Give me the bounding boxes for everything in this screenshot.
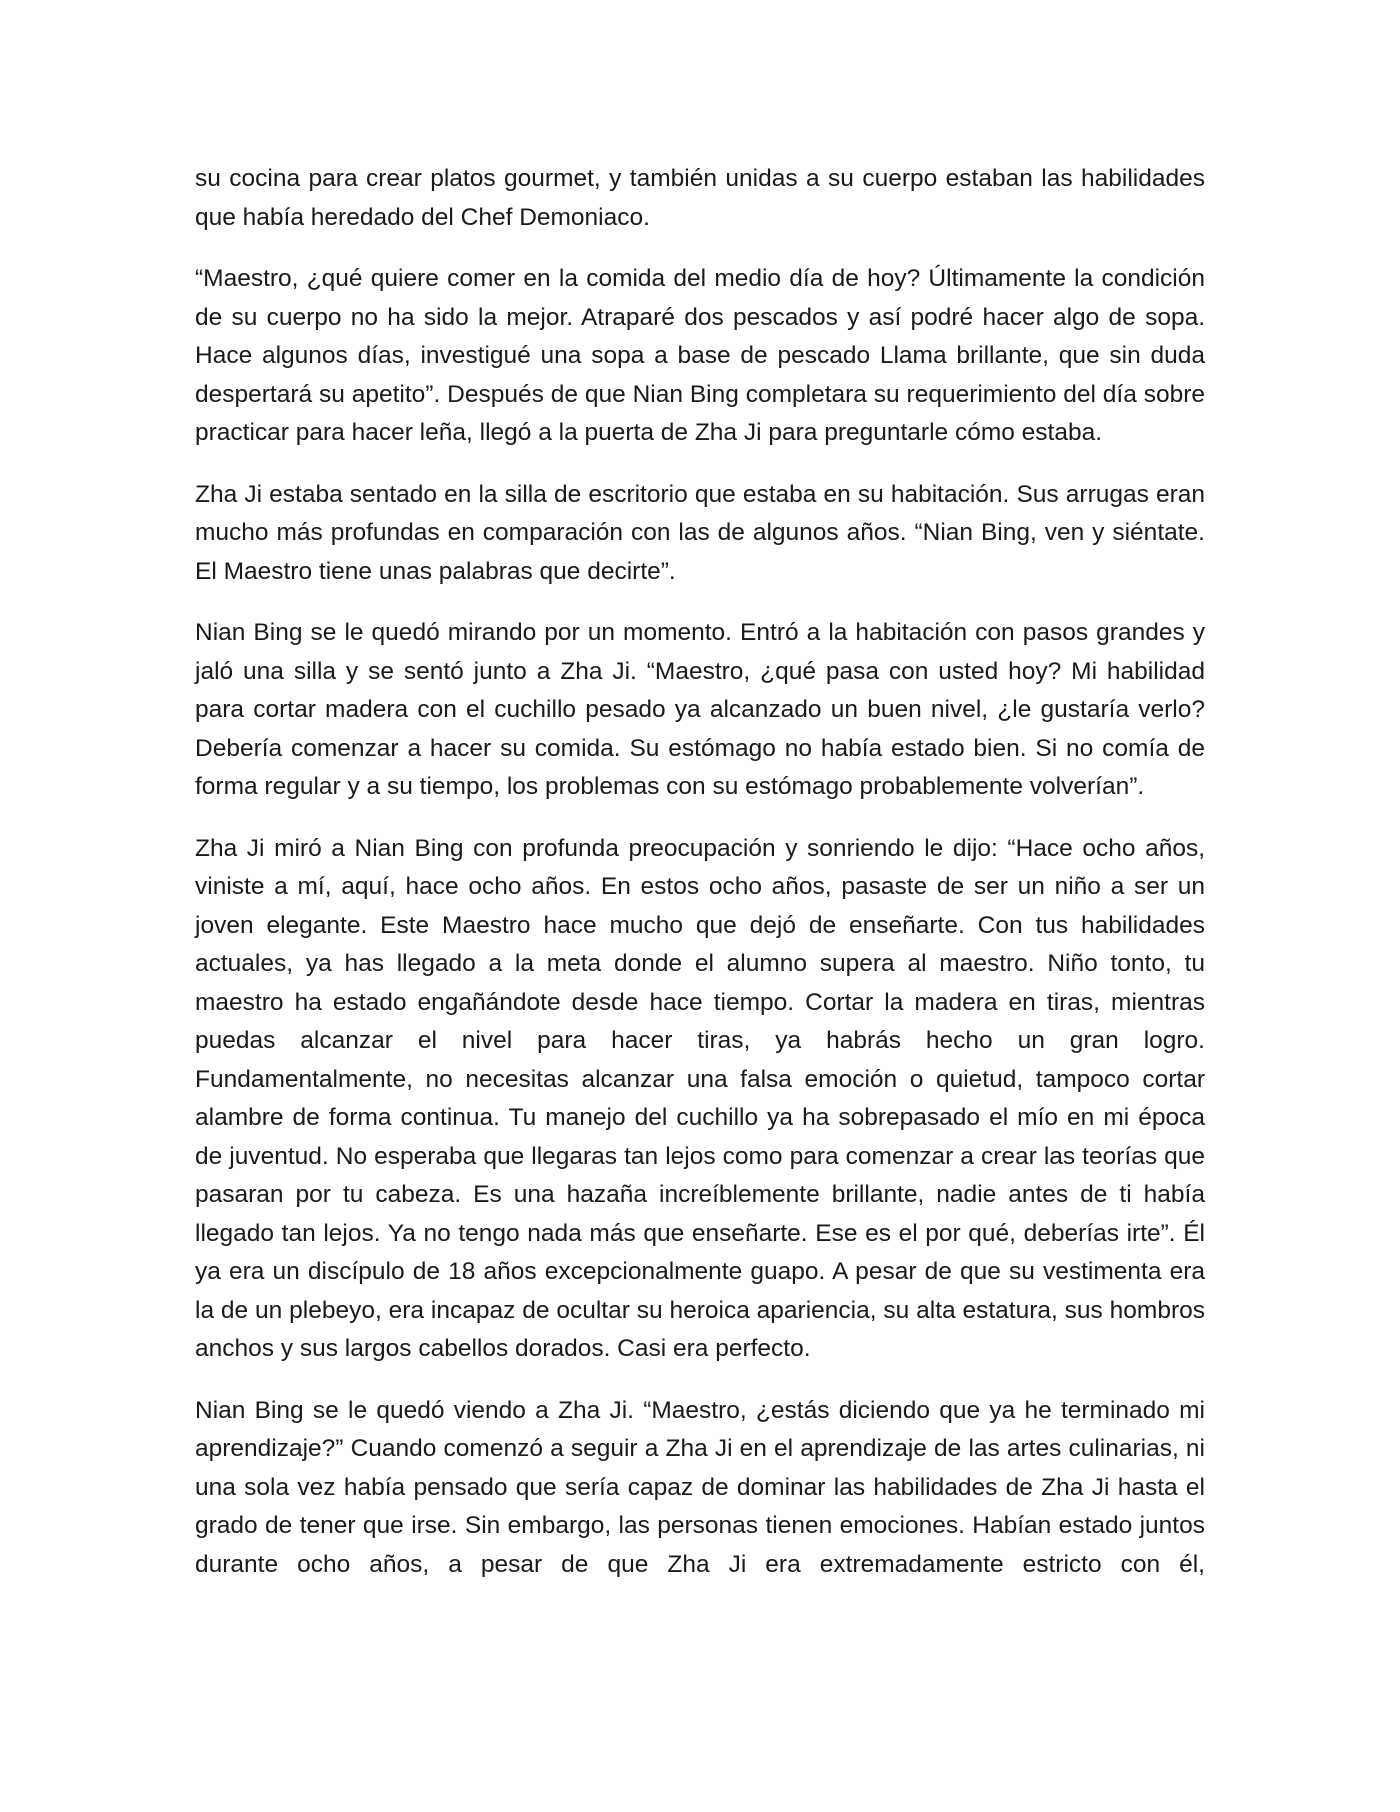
paragraph: su cocina para crear platos gourmet, y también unidas a su cuerpo estaban las habilidades que había heredado del Chef Demoniaco.	[195, 165, 1205, 231]
paragraph: “Maestro, ¿qué quiere comer en la comida del medio día de hoy? Últimamente la condición de su cuerpo no ha sido la mejor. Atraparé dos pescados y así podré hacer algo de sopa. Hace algunos días, investigué una sopa a base de pescado Llama brillante, que sin duda despertará su apetito”. Después de que Nian Bing completara su requerimiento del día sobre practicar para hacer leña, llegó a la puerta de Zha Ji para preguntarle cómo estaba.	[195, 265, 1205, 446]
paragraph: Zha Ji miró a Nian Bing con profunda preocupación y sonriendo le dijo: “Hace ocho años, viniste a mí, aquí, hace ocho años. En estos ocho años, pasaste de ser un niño a ser un joven elegante. Este Maestro hace mucho que dejó de enseñarte. Con tus habilidades actuales, ya has llegado a la meta donde el alumno supera al maestro. Niño tonto, tu maestro ha estado engañándote desde hace tiempo. Cortar la madera en tiras, mientras puedas alcanzar el nivel para hacer tiras, ya habrás hecho un gran logro. Fundamentalmente, no necesitas alcanzar una falsa emoción o quietud, tampoco cortar alambre de forma continua. Tu manejo del cuchillo ya ha sobrepasado el mío en mi época de juventud. No esperaba que llegaras tan lejos como para comenzar a crear las teorías que pasaran por tu cabeza. Es una hazaña increíblemente brillante, nadie antes de ti había llegado tan lejos. Ya no tengo nada más que enseñarte. Ese es el por qué, deberías irte”. Él ya era un discípulo de 18 años excepcionalmente guapo. A pesar de que su vestimenta era la de un plebeyo, era incapaz de ocultar su heroica apariencia, su alta estatura, sus hombros anchos y sus largos cabellos dorados. Casi era perfecto.	[195, 834, 1205, 1362]
body-text	[195, 160, 1205, 1584]
paragraph: Zha Ji estaba sentado en la silla de escritorio que estaba en su habitación. Sus arrugas eran mucho más profundas en comparación con las de algunos años. “Nian Bing, ven y siéntate. El Maestro tiene unas palabras que decirte”.	[195, 480, 1205, 585]
paragraph: Nian Bing se le quedó viendo a Zha Ji. “Maestro, ¿estás diciendo que ya he terminado mi aprendizaje?” Cuando comenzó a seguir a Zha Ji en el aprendizaje de las artes culinarias, ni una sola vez había pensado que sería capaz de dominar las habilidades de Zha Ji hasta el grado de tener que irse. Sin embargo, las personas tienen emociones. Habían estado juntos durante ocho años, a pesar de que Zha Ji era extremadamente estricto con él,	[195, 1396, 1205, 1578]
paragraph: Nian Bing se le quedó mirando por un momento. Entró a la habitación con pasos grandes y jaló una silla y se sentó junto a Zha Ji. “Maestro, ¿qué pasa con usted hoy? Mi habilidad para cortar madera con el cuchillo pesado ya alcanzado un buen nivel, ¿le gustaría verlo? Debería comenzar a hacer su comida. Su estómago no había estado bien. Si no comía de forma regular y a su tiempo, los problemas con su estómago probablemente volverían”.	[195, 619, 1205, 800]
